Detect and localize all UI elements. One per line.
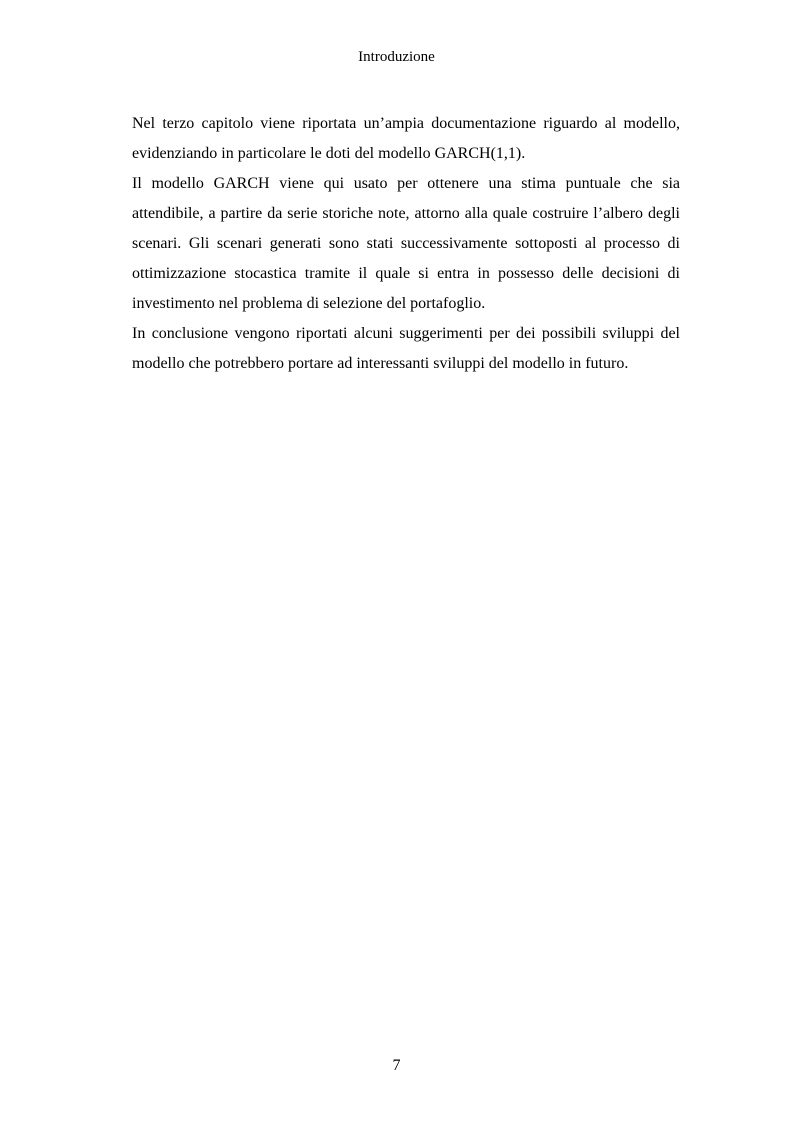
page-number: 7	[392, 1057, 401, 1074]
body-text	[132, 109, 680, 379]
chapter-title: Introduzione	[358, 49, 435, 65]
running-header	[0, 47, 793, 67]
paragraph-1: Nel terzo capitolo viene riportata un’ampia documentazione riguardo al modello, evidenziando in particolare le doti del modello GARCH(1,1).	[132, 115, 680, 162]
paragraph-3: In conclusione vengono riportati alcuni suggerimenti per dei possibili sviluppi del modello che potrebbero portare ad interessanti sviluppi del modello in futuro.	[132, 325, 680, 372]
paragraph-2: Il modello GARCH viene qui usato per ottenere una stima puntuale che sia attendibile, a partire da serie storiche note, attorno alla quale costruire l’albero degli scenari. Gli scenari generati sono stati successivamente sottoposti al processo di ottimizzazione stocastica tramite il quale si entra in possesso delle decisioni di investimento nel problema di selezione del portafoglio.	[132, 175, 680, 312]
